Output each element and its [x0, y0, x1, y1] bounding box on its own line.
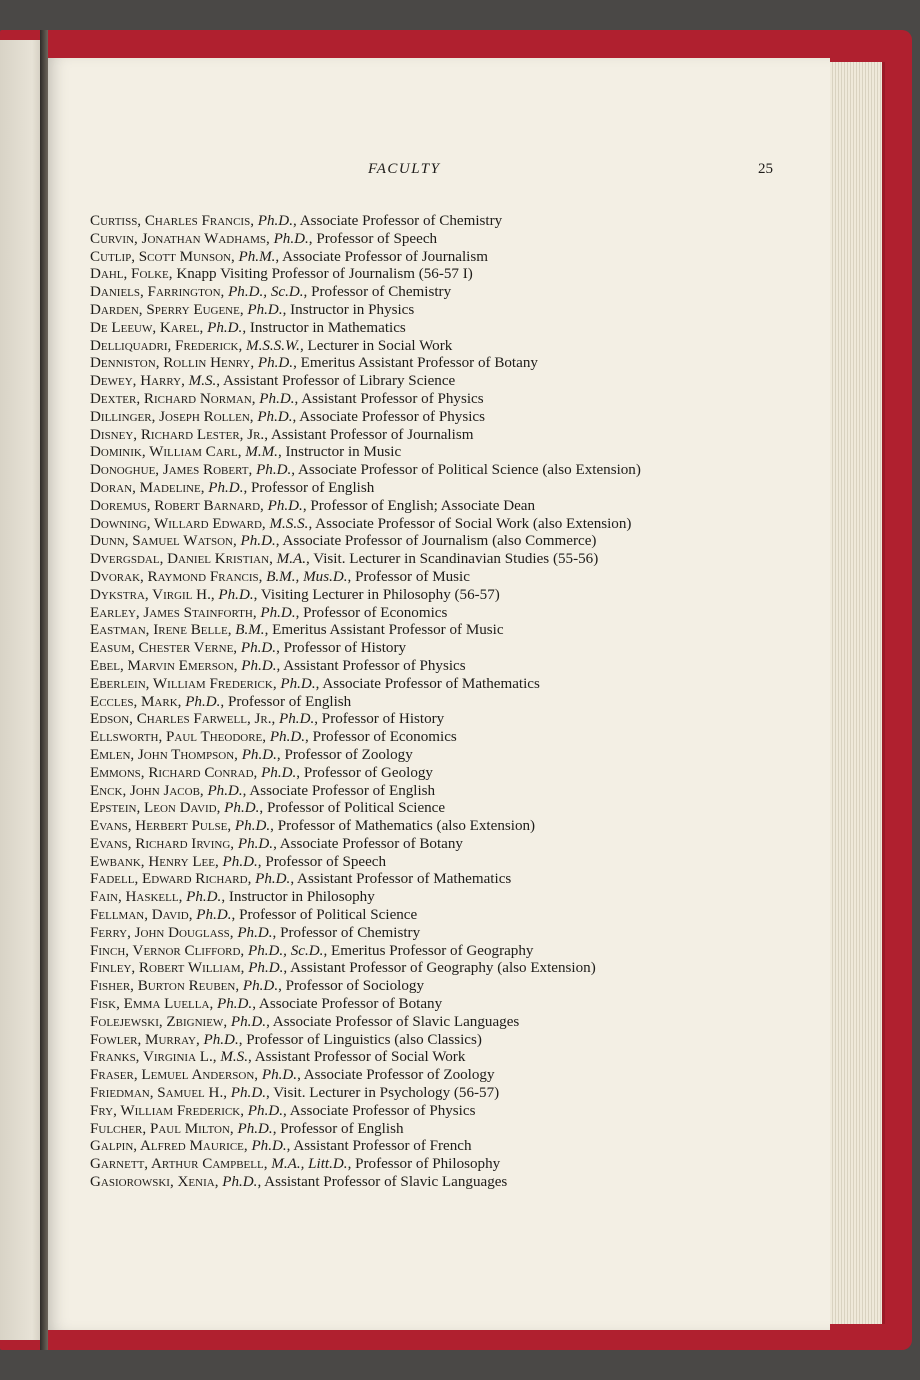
page-header: [48, 161, 830, 181]
faculty-title: Associate Professor of Journalism (also Commerce): [282, 533, 597, 550]
faculty-degree: M.A., Litt.D.: [271, 1156, 348, 1173]
faculty-entry: Easum, Chester Verne, Ph.D., Professor of History: [90, 640, 407, 657]
faculty-degree: Ph.D.: [196, 907, 232, 924]
faculty-degree: Ph.D.: [218, 586, 254, 603]
faculty-title: Associate Professor of Chemistry: [299, 213, 503, 229]
faculty-degree: Ph.D.: [241, 657, 277, 674]
faculty-entry: Dunn, Samuel Watson, Ph.D., Associate Professor of Journalism (also Commerce): [90, 533, 597, 550]
faculty-entry: Dvorak, Raymond Francis, B.M., Mus.D., Professor of Music: [90, 568, 470, 585]
faculty-name: Fowler, Murray: [90, 1031, 196, 1048]
faculty-title: Professor of English: [227, 693, 352, 710]
faculty-title: Professor of Sociology: [285, 978, 424, 995]
faculty-entry: Earley, James Stainforth, Ph.D., Professor of Economics: [90, 604, 448, 621]
faculty-entry: Friedman, Samuel H., Ph.D., Visit. Lecturer in Psychology (56-57): [90, 1085, 500, 1102]
faculty-entry: Delliquadri, Frederick, M.S.S.W., Lecturer in Social Work: [90, 337, 453, 354]
faculty-degree: Ph.D.: [257, 355, 294, 372]
faculty-title: Associate Professor of Political Science (also Extension): [298, 462, 641, 479]
faculty-title: Assistant Professor of Library Science: [223, 373, 456, 390]
faculty-title: Professor of History: [283, 640, 407, 657]
running-head: FACULTY: [368, 161, 441, 177]
faculty-title: Associate Professor of Zoology: [303, 1067, 495, 1084]
faculty-title: Assistant Professor of Geography (also Extension): [290, 960, 596, 977]
faculty-degree: M.S.S.W.: [246, 337, 300, 354]
faculty-degree: Ph.D.: [241, 746, 277, 763]
faculty-degree: Ph.D.: [230, 1085, 266, 1102]
faculty-degree: Ph.D.: [269, 729, 306, 746]
faculty-title: Assistant Professor of Slavic Languages: [264, 1174, 508, 1191]
faculty-entry: Eastman, Irene Belle, B.M., Emeritus Assistant Professor of Music: [90, 622, 504, 639]
faculty-title: Professor of Speech: [316, 230, 438, 247]
faculty-degree: Ph.D.: [203, 1031, 239, 1048]
book-gutter: [40, 30, 48, 1350]
faculty-title: Instructor in Physics: [290, 301, 415, 318]
faculty-entry: Fry, William Frederick, Ph.D., Associate Professor of Physics: [90, 1102, 476, 1119]
faculty-degree: M.S.S.: [269, 515, 309, 532]
faculty-name: Dewey, Harry: [90, 373, 182, 390]
faculty-title: Professor of Chemistry: [311, 284, 452, 301]
faculty-degree: Ph.D.: [280, 675, 316, 692]
faculty-entry: Gasiorowski, Xenia, Ph.D., Assistant Professor of Slavic Languages: [90, 1174, 508, 1191]
faculty-title: Associate Professor of Journalism: [282, 248, 488, 265]
faculty-name: Ewbank, Henry Lee: [90, 853, 215, 870]
faculty-title: Professor of English: [251, 479, 375, 496]
faculty-entry: Evans, Herbert Pulse, Ph.D., Professor of Mathematics (also Extension): [90, 818, 536, 835]
faculty-title: Assistant Professor of Physics: [301, 390, 484, 407]
faculty-degree: Ph.D.: [242, 978, 279, 995]
faculty-entry: Disney, Richard Lester, Jr., Assistant Professor of Journalism: [90, 426, 474, 443]
faculty-degree: Ph.D.: [207, 782, 243, 799]
faculty-degree: Ph.D.: [267, 497, 303, 514]
page-edges: [830, 62, 885, 1324]
faculty-name: Ferry, John Douglass: [90, 924, 230, 941]
faculty-title: Assistant Professor of Physics: [283, 657, 466, 674]
faculty-name: Enck, John Jacob: [90, 782, 200, 799]
faculty-name: Gasiorowski, Xenia: [90, 1174, 215, 1191]
faculty-name: Disney, Richard Lester, Jr.: [90, 426, 265, 443]
faculty-degree: Ph.D.: [248, 960, 284, 977]
faculty-entry: Fraser, Lemuel Anderson, Ph.D., Associate Professor of Zoology: [90, 1067, 495, 1084]
faculty-degree: Ph.D.: [261, 1067, 298, 1084]
faculty-title: Professor of Speech: [265, 853, 387, 870]
faculty-name: Dykstra, Virgil H.: [90, 586, 211, 603]
faculty-title: Associate Professor of Botany: [279, 835, 463, 852]
faculty-name: De Leeuw, Karel: [90, 319, 200, 336]
faculty-name: Eccles, Mark: [90, 693, 178, 710]
faculty-degree: Ph.D.: [234, 818, 271, 835]
faculty-entry: Finch, Vernor Clifford, Ph.D., Sc.D., Emeritus Professor of Geography: [90, 942, 534, 959]
faculty-title: Assistant Professor of Social Work: [254, 1049, 466, 1066]
faculty-entry: Curvin, Jonathan Wadhams, Ph.D., Professor of Speech: [90, 230, 438, 247]
faculty-name: Epstein, Leon David: [90, 800, 217, 817]
faculty-degree: Ph.D.: [186, 889, 222, 906]
faculty-entry: Dykstra, Virgil H., Ph.D., Visiting Lecturer in Philosophy (56-57): [90, 586, 500, 603]
faculty-title: Knapp Visiting Professor of Journalism (56-57 I): [176, 266, 473, 283]
faculty-title: Associate Professor of Slavic Languages: [272, 1013, 520, 1030]
faculty-name: Curvin, Jonathan Wadhams: [90, 230, 267, 247]
faculty-entry: Fellman, David, Ph.D., Professor of Political Science: [90, 907, 418, 924]
faculty-degree: M.M.: [245, 444, 278, 461]
faculty-name: Fulcher, Paul Milton: [90, 1120, 230, 1137]
faculty-degree: Ph.D.: [273, 230, 309, 247]
faculty-title: Associate Professor of English: [249, 782, 436, 799]
faculty-entry: Eccles, Mark, Ph.D., Professor of English: [90, 693, 352, 710]
faculty-name: Garnett, Arthur Campbell: [90, 1156, 264, 1173]
faculty-degree: Ph.D.: [255, 871, 291, 888]
faculty-entry: Fadell, Edward Richard, Ph.D., Assistant Professor of Mathematics: [90, 871, 512, 888]
faculty-title: Assistant Professor of French: [293, 1138, 472, 1155]
faculty-entry: Dewey, Harry, M.S., Assistant Professor of Library Science: [90, 373, 456, 390]
faculty-entry: Edson, Charles Farwell, Jr., Ph.D., Professor of History: [90, 711, 445, 728]
faculty-degree: Ph.D.: [260, 604, 296, 621]
faculty-entry: Dvergsdal, Daniel Kristian, M.A., Visit. Lecturer in Scandinavian Studies (55-56): [90, 551, 599, 568]
faculty-name: Evans, Richard Irving: [90, 835, 231, 852]
faculty-degree: Ph.D.: [185, 693, 221, 710]
faculty-degree: M.A.: [276, 551, 306, 568]
faculty-name: Dvorak, Raymond Francis: [90, 568, 259, 585]
faculty-degree: M.S.: [188, 373, 217, 390]
faculty-entry: Darden, Sperry Eugene, Ph.D., Instructor in Physics: [90, 301, 415, 318]
faculty-entry: Doran, Madeline, Ph.D., Professor of English: [90, 479, 375, 496]
faculty-name: Earley, James Stainforth: [90, 604, 253, 621]
faculty-title: Professor of Music: [355, 568, 470, 585]
faculty-entry: Garnett, Arthur Campbell, M.A., Litt.D., Professor of Philosophy: [90, 1156, 501, 1173]
faculty-degree: Ph.D.: [251, 1138, 287, 1155]
faculty-title: Assistant Professor of Mathematics: [297, 871, 512, 888]
faculty-list: [90, 213, 810, 1192]
faculty-degree: Ph.M.: [238, 248, 276, 265]
faculty-name: Eberlein, William Frederick: [90, 675, 273, 692]
faculty-title: Professor of Economics: [312, 729, 457, 746]
faculty-entry: Emmons, Richard Conrad, Ph.D., Professor of Geology: [90, 764, 433, 781]
faculty-title: Associate Professor of Botany: [258, 996, 443, 1013]
faculty-title: Visit. Lecturer in Scandinavian Studies (55-56): [313, 551, 599, 568]
faculty-degree: Ph.D.: [259, 390, 295, 407]
faculty-name: Curtiss, Charles Francis: [90, 213, 251, 229]
faculty-entry: Dillinger, Joseph Rollen, Ph.D., Associate Professor of Physics: [90, 408, 485, 425]
faculty-name: Ebel, Marvin Emerson: [90, 657, 234, 674]
faculty-title: Professor of Linguistics (also Classics): [246, 1031, 482, 1048]
page-number: 25: [758, 161, 773, 177]
faculty-entry: Folejewski, Zbigniew, Ph.D., Associate Professor of Slavic Languages: [90, 1013, 520, 1030]
faculty-name: Franks, Virginia L.: [90, 1049, 213, 1066]
faculty-degree: Ph.D.: [279, 711, 315, 728]
faculty-title: Professor of Political Science: [266, 800, 446, 817]
faculty-name: Fain, Haskell: [90, 889, 179, 906]
faculty-degree: Ph.D.: [230, 1013, 267, 1030]
faculty-title: Professor of Political Science: [239, 907, 418, 924]
faculty-name: Folejewski, Zbigniew: [90, 1013, 224, 1030]
faculty-name: Dahl, Folke: [90, 266, 169, 283]
faculty-name: Fisk, Emma Luella: [90, 996, 210, 1013]
faculty-title: Associate Professor of Physics: [299, 408, 485, 425]
faculty-degree: Ph.D.: [247, 301, 283, 318]
faculty-degree: Ph.D.: [261, 764, 297, 781]
faculty-name: Finley, Robert William: [90, 960, 241, 977]
faculty-degree: Ph.D.: [222, 1174, 258, 1191]
faculty-name: Darden, Sperry Eugene: [90, 301, 240, 318]
faculty-entry: Fulcher, Paul Milton, Ph.D., Professor of English: [90, 1120, 404, 1137]
faculty-name: Edson, Charles Farwell, Jr.: [90, 711, 272, 728]
faculty-name: Dillinger, Joseph Rollen: [90, 408, 250, 425]
faculty-entry: Enck, John Jacob, Ph.D., Associate Professor of English: [90, 782, 436, 799]
faculty-degree: Ph.D.: [237, 835, 274, 852]
faculty-entry: Galpin, Alfred Maurice, Ph.D., Assistant Professor of French: [90, 1138, 472, 1155]
faculty-name: Galpin, Alfred Maurice: [90, 1138, 244, 1155]
faculty-entry: Dexter, Richard Norman, Ph.D., Assistant Professor of Physics: [90, 390, 484, 407]
faculty-entry: Fisher, Burton Reuben, Ph.D., Professor of Sociology: [90, 978, 424, 995]
faculty-degree: Ph.D.: [207, 319, 243, 336]
faculty-title: Lecturer in Social Work: [307, 337, 453, 354]
faculty-title: Associate Professor of Mathematics: [322, 675, 540, 692]
faculty-title: Visit. Lecturer in Psychology (56-57): [273, 1085, 500, 1102]
faculty-degree: Ph.D.: [256, 462, 292, 479]
faculty-entry: Eberlein, William Frederick, Ph.D., Associate Professor of Mathematics: [90, 675, 540, 692]
faculty-entry: De Leeuw, Karel, Ph.D., Instructor in Mathematics: [90, 319, 406, 336]
faculty-entry: Fowler, Murray, Ph.D., Professor of Linguistics (also Classics): [90, 1031, 482, 1048]
faculty-degree: Ph.D.: [208, 479, 244, 496]
faculty-name: Daniels, Farrington: [90, 284, 221, 301]
faculty-name: Eastman, Irene Belle: [90, 622, 228, 639]
faculty-title: Associate Professor of Physics: [289, 1102, 476, 1119]
faculty-title: Professor of Zoology: [284, 746, 413, 763]
faculty-name: Donoghue, James Robert: [90, 462, 249, 479]
faculty-entry: Epstein, Leon David, Ph.D., Professor of Political Science: [90, 800, 446, 817]
faculty-entry: Ellsworth, Paul Theodore, Ph.D., Professor of Economics: [90, 729, 457, 746]
faculty-title: Professor of English; Associate Dean: [310, 497, 536, 514]
faculty-name: Doran, Madeline: [90, 479, 201, 496]
faculty-entry: Curtiss, Charles Francis, Ph.D., Associate Professor of Chemistry: [90, 213, 503, 229]
faculty-entry: Doremus, Robert Barnard, Ph.D., Professor of English; Associate Dean: [90, 497, 536, 514]
faculty-name: Evans, Herbert Pulse: [90, 818, 228, 835]
faculty-title: Professor of Mathematics (also Extension): [277, 818, 536, 835]
faculty-name: Dominik, William Carl: [90, 444, 238, 461]
faculty-degree: Ph.D.: [237, 924, 273, 941]
faculty-name: Delliquadri, Frederick: [90, 337, 239, 354]
faculty-degree: B.M.: [235, 622, 265, 639]
faculty-name: Easum, Chester Verne: [90, 640, 234, 657]
faculty-name: Ellsworth, Paul Theodore: [90, 729, 263, 746]
faculty-name: Fry, William Frederick: [90, 1102, 241, 1119]
faculty-title: Professor of English: [280, 1120, 404, 1137]
faculty-degree: Ph.D.: [247, 1102, 284, 1119]
faculty-name: Fadell, Edward Richard: [90, 871, 248, 888]
faculty-degree: Ph.D.: [240, 640, 277, 657]
faculty-title: Instructor in Music: [285, 444, 402, 461]
faculty-title: Professor of Geology: [303, 764, 433, 781]
faculty-name: Friedman, Samuel H.: [90, 1085, 224, 1102]
faculty-entry: Evans, Richard Irving, Ph.D., Associate Professor of Botany: [90, 835, 463, 852]
faculty-entry: Cutlip, Scott Munson, Ph.M., Associate Professor of Journalism: [90, 248, 488, 265]
faculty-entry: Dahl, Folke, Knapp Visiting Professor of Journalism (56-57 I): [90, 266, 473, 283]
faculty-entry: Ewbank, Henry Lee, Ph.D., Professor of Speech: [90, 853, 387, 870]
faculty-name: Downing, Willard Edward: [90, 515, 262, 532]
faculty-name: Finch, Vernor Clifford: [90, 942, 241, 959]
faculty-name: Emlen, John Thompson: [90, 746, 235, 763]
faculty-degree: Ph.D.: [222, 853, 258, 870]
faculty-name: Fisher, Burton Reuben: [90, 978, 236, 995]
faculty-title: Professor of History: [321, 711, 445, 728]
faculty-degree: Ph.D.: [216, 996, 253, 1013]
faculty-title: Professor of Economics: [303, 604, 448, 621]
faculty-degree: M.S.: [220, 1049, 248, 1066]
faculty-entry: Denniston, Rollin Henry, Ph.D., Emeritus Assistant Professor of Botany: [90, 355, 538, 372]
faculty-name: Dunn, Samuel Watson: [90, 533, 233, 550]
faculty-degree: Ph.D.: [240, 533, 276, 550]
faculty-title: Emeritus Assistant Professor of Music: [272, 622, 504, 639]
faculty-entry: Dominik, William Carl, M.M., Instructor in Music: [90, 444, 402, 461]
faculty-degree: Ph.D., Sc.D.: [228, 284, 304, 301]
faculty-entry: Franks, Virginia L., M.S., Assistant Professor of Social Work: [90, 1049, 466, 1066]
faculty-name: Denniston, Rollin Henry: [90, 355, 251, 372]
faculty-title: Instructor in Philosophy: [228, 889, 375, 906]
faculty-degree: Ph.D.: [224, 800, 260, 817]
faculty-title: Associate Professor of Social Work (also Extension): [315, 515, 632, 532]
faculty-name: Fellman, David: [90, 907, 189, 924]
faculty-title: Assistant Professor of Journalism: [270, 426, 474, 443]
faculty-entry: Fisk, Emma Luella, Ph.D., Associate Professor of Botany: [90, 996, 443, 1013]
faculty-entry: Daniels, Farrington, Ph.D., Sc.D., Professor of Chemistry: [90, 284, 452, 301]
faculty-entry: Ferry, John Douglass, Ph.D., Professor of Chemistry: [90, 924, 421, 941]
faculty-entry: Finley, Robert William, Ph.D., Assistant Professor of Geography (also Extension): [90, 960, 596, 977]
faculty-title: Instructor in Mathematics: [249, 319, 406, 336]
faculty-entry: Downing, Willard Edward, M.S.S., Associate Professor of Social Work (also Extension): [90, 515, 632, 532]
faculty-degree: Ph.D.: [257, 213, 293, 229]
faculty-title: Professor of Chemistry: [280, 924, 421, 941]
faculty-name: Dexter, Richard Norman: [90, 390, 252, 407]
faculty-degree: Ph.D.: [237, 1120, 273, 1137]
faculty-title: Emeritus Professor of Geography: [330, 942, 534, 959]
faculty-entry: Ebel, Marvin Emerson, Ph.D., Assistant Professor of Physics: [90, 657, 466, 674]
faculty-name: Cutlip, Scott Munson: [90, 248, 231, 265]
faculty-name: Doremus, Robert Barnard: [90, 497, 261, 514]
faculty-title: Emeritus Assistant Professor of Botany: [300, 355, 538, 372]
faculty-name: Dvergsdal, Daniel Kristian: [90, 551, 270, 568]
faculty-entry: Donoghue, James Robert, Ph.D., Associate Professor of Political Science (also Extension): [90, 462, 641, 479]
faculty-title: Visiting Lecturer in Philosophy (56-57): [260, 586, 500, 603]
faculty-entry: Emlen, John Thompson, Ph.D., Professor of Zoology: [90, 746, 413, 763]
faculty-name: Fraser, Lemuel Anderson: [90, 1067, 255, 1084]
faculty-title: Professor of Philosophy: [355, 1156, 501, 1173]
faculty-degree: B.M., Mus.D.: [266, 568, 348, 585]
faculty-degree: Ph.D.: [257, 408, 293, 425]
faculty-name: Emmons, Richard Conrad: [90, 764, 254, 781]
faculty-degree: Ph.D., Sc.D.: [247, 942, 324, 959]
faculty-entry: Fain, Haskell, Ph.D., Instructor in Philosophy: [90, 889, 375, 906]
